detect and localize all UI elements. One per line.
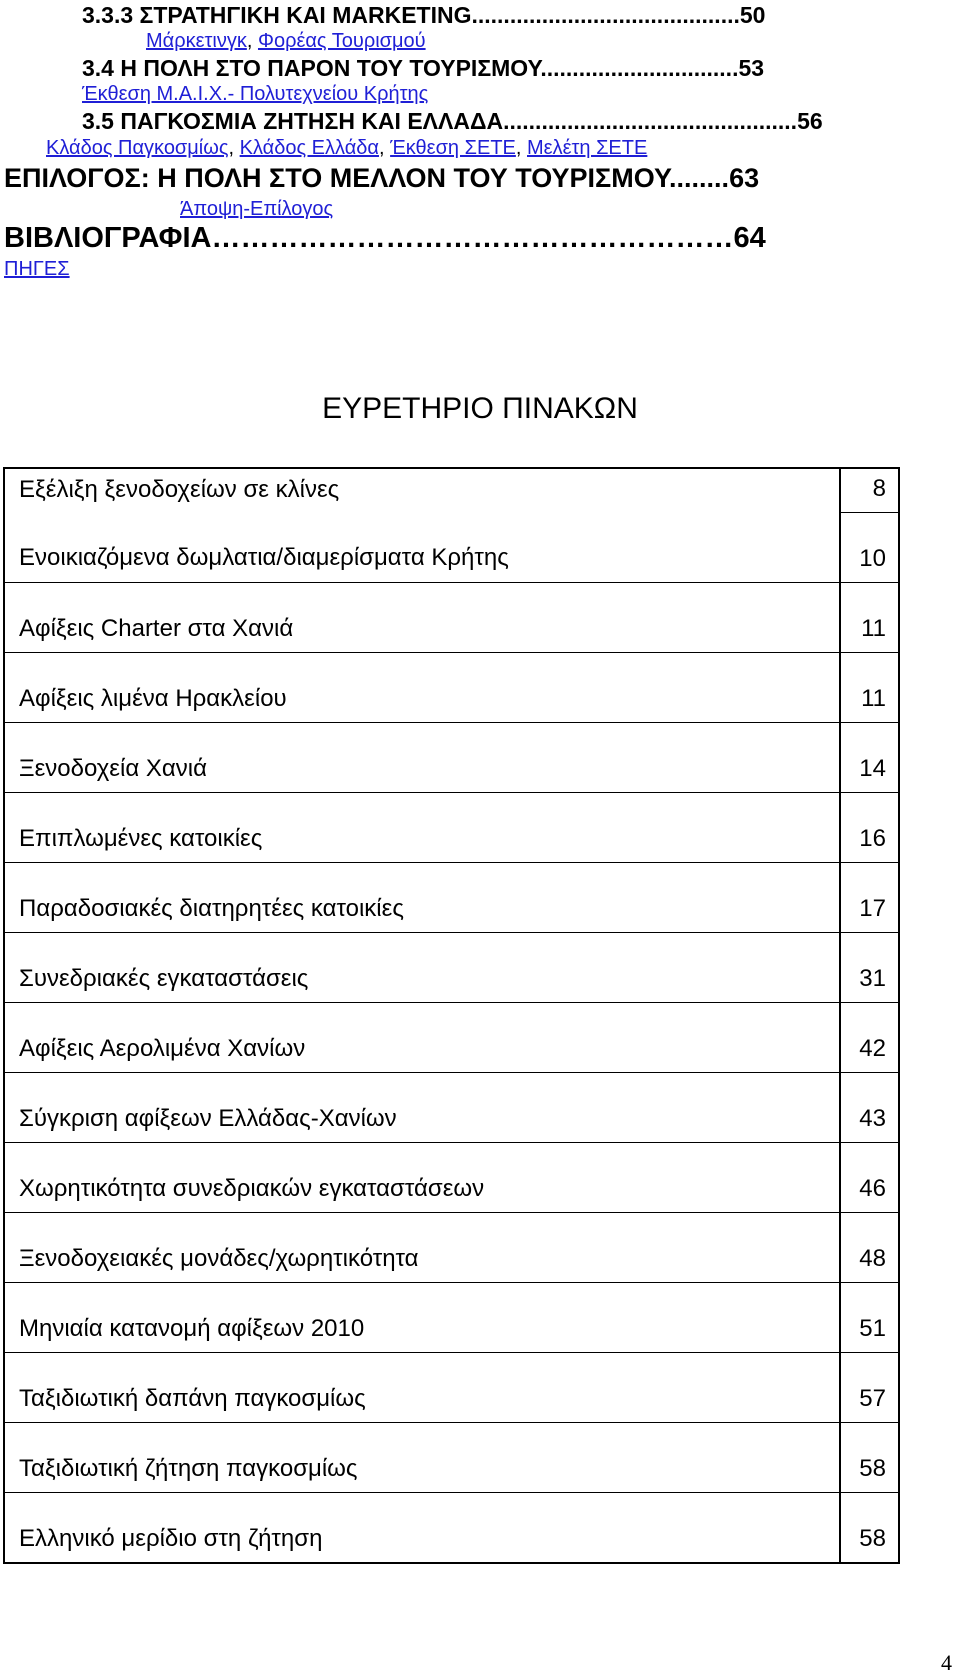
toc-links-3-5 <box>46 137 647 160</box>
toc-leader-dots: ........ <box>669 163 730 193</box>
toc-leader-dots: .......................................... <box>471 2 740 28</box>
table-page-cell: 58 <box>840 1423 899 1493</box>
table-row <box>4 1073 899 1143</box>
link-separator: , <box>378 137 391 159</box>
table-name-cell: Συνεδριακές εγκαταστάσεις <box>4 933 840 1003</box>
toc-entry-title: 3.3.3 ΣΤΡΑΤΗΓΙΚΗ ΚΑΙ MARKETING <box>82 2 472 28</box>
link-apopsi-epilogos[interactable]: Άποψη-Επίλογος <box>180 198 334 220</box>
table-page-cell: 31 <box>840 933 899 1003</box>
table-page-cell: 46 <box>840 1143 899 1213</box>
table-row <box>4 863 899 933</box>
toc-entry-page: 64 <box>733 222 766 254</box>
link-separator: , <box>515 137 527 159</box>
table-page-cell: 10 <box>840 513 899 583</box>
table-row <box>4 1283 899 1353</box>
link-meleti-sete[interactable]: Μελέτη ΣΕΤΕ <box>527 137 648 159</box>
table-page-cell: 8 <box>872 475 886 502</box>
index-of-tables-title: ΕΥΡΕΤΗΡΙΟ ΠΙΝΑΚΩΝ <box>322 392 638 425</box>
toc-entry-3-3-3[interactable] <box>82 2 765 29</box>
link-separator: , <box>246 30 258 52</box>
table-page-cell: 17 <box>840 863 899 933</box>
table-page-cell: 11 <box>840 583 899 653</box>
table-row <box>4 723 899 793</box>
link-foreas-tourismou[interactable]: Φορέας Τουρισμού <box>257 30 426 52</box>
toc-leader-dots: ............................... <box>540 55 739 81</box>
link-ekthesi-maix[interactable]: Έκθεση Μ.Α.Ι.Χ.- Πολυτεχνείου Κρήτης <box>82 83 429 105</box>
toc-entry-title: 3.5 ΠΑΓΚΟΣΜΙΑ ΖΗΤΗΣΗ ΚΑΙ ΕΛΛΑΔΑ <box>82 108 504 134</box>
toc-entry-page: 53 <box>738 55 765 81</box>
table-page-cell: 51 <box>840 1283 899 1353</box>
table-name-cell: Μηνιαία κατανομή αφίξεων 2010 <box>4 1283 840 1353</box>
table-row <box>4 583 899 653</box>
table-page-cell: 43 <box>840 1073 899 1143</box>
table-row <box>4 1493 899 1564</box>
table-name-cell: Παραδοσιακές διατηρητέες κατοικίες <box>4 863 840 933</box>
table-name-cell: Ενοικιαζόμενα δωμλατια/διαμερίσματα Κρήτης <box>4 513 840 583</box>
table-row <box>4 793 899 863</box>
table-row <box>4 513 899 583</box>
table-name-cell: Σύγκριση αφίξεων Ελλάδας-Χανίων <box>4 1073 840 1143</box>
table-name-cell: Αφίξεις Αερολιμένα Χανίων <box>4 1003 840 1073</box>
toc-entry-epilogos[interactable] <box>4 163 759 194</box>
table-name-cell: Εξέλιξη ξενοδοχείων σε κλίνες <box>4 468 840 513</box>
table-row <box>4 1213 899 1283</box>
table-name-cell: Αφίξεις Charter στα Χανιά <box>4 583 840 653</box>
link-separator: , <box>228 137 240 159</box>
table-name-cell: Αφίξεις λιμένα Ηρακλείου <box>4 653 840 723</box>
table-page-cell: 58 <box>840 1493 899 1564</box>
table-row <box>4 1353 899 1423</box>
table-row <box>4 933 899 1003</box>
table-row <box>4 1143 899 1213</box>
toc-entry-title: 3.4 Η ΠΟΛΗ ΣΤΟ ΠΑΡΟΝ ΤΟΥ ΤΟΥΡΙΣΜΟΥ <box>82 55 541 81</box>
table-name-cell: Ταξιδιωτική ζήτηση παγκοσμίως <box>4 1423 840 1493</box>
toc-entry-page: 56 <box>797 108 823 134</box>
table-row <box>4 468 899 513</box>
toc-entry-3-4[interactable] <box>82 55 764 82</box>
toc-links-epilogos <box>180 198 333 221</box>
toc-leader-dots: ……………………………………………… <box>211 222 734 254</box>
table-page-cell: 14 <box>840 723 899 793</box>
link-klados-pagkosmios[interactable]: Κλάδος Παγκοσμίως <box>46 137 229 159</box>
table-page-cell: 42 <box>840 1003 899 1073</box>
toc-entry-3-5[interactable] <box>82 108 823 135</box>
table-row <box>4 653 899 723</box>
link-marketing[interactable]: Μάρκετινγκ <box>146 30 247 52</box>
table-page-cell: 48 <box>840 1213 899 1283</box>
table-name-cell: Ξενοδοχειακές μονάδες/χωρητικότητα <box>4 1213 840 1283</box>
table-page-cell: 57 <box>840 1353 899 1423</box>
toc-entry-title: ΒΙΒΛΙΟΓΡΑΦΙΑ <box>4 222 212 254</box>
link-piges[interactable]: ΠΗΓΕΣ <box>4 258 70 280</box>
table-name-cell: Ελληνικό μερίδιο στη ζήτηση <box>4 1493 840 1564</box>
table-name-cell: Επιπλωμένες κατοικίες <box>4 793 840 863</box>
table-name-cell: Ξενοδοχεία Χανιά <box>4 723 840 793</box>
link-klados-ellada[interactable]: Κλάδος Ελλάδα <box>239 137 379 159</box>
toc-entry-page: 63 <box>729 163 760 193</box>
toc-entry-title: ΕΠΙΛΟΓΟΣ: Η ΠΟΛΗ ΣΤΟ ΜΕΛΛΟΝ ΤΟΥ ΤΟΥΡΙΣΜΟΥ <box>4 163 670 193</box>
toc-entry-page: 50 <box>739 2 766 28</box>
toc-links-3-4 <box>82 83 428 106</box>
table-page-cell: 11 <box>840 653 899 723</box>
page-number: 4 <box>941 1650 952 1675</box>
table-row <box>4 1003 899 1073</box>
toc-leader-dots: .............................................. <box>503 108 798 134</box>
toc-entry-bibliografia[interactable] <box>4 222 766 255</box>
link-ekthesi-sete[interactable]: Έκθεση ΣΕΤΕ <box>390 137 516 159</box>
table-row <box>4 1423 899 1493</box>
tables-index <box>3 467 900 1564</box>
table-name-cell: Ταξιδιωτική δαπάνη παγκοσμίως <box>4 1353 840 1423</box>
table-name-cell: Χωρητικότητα συνεδριακών εγκαταστάσεων <box>4 1143 840 1213</box>
table-page-cell: 16 <box>840 793 899 863</box>
toc-links-3-3-3 <box>146 30 426 53</box>
toc-links-bibliografia <box>4 258 70 281</box>
